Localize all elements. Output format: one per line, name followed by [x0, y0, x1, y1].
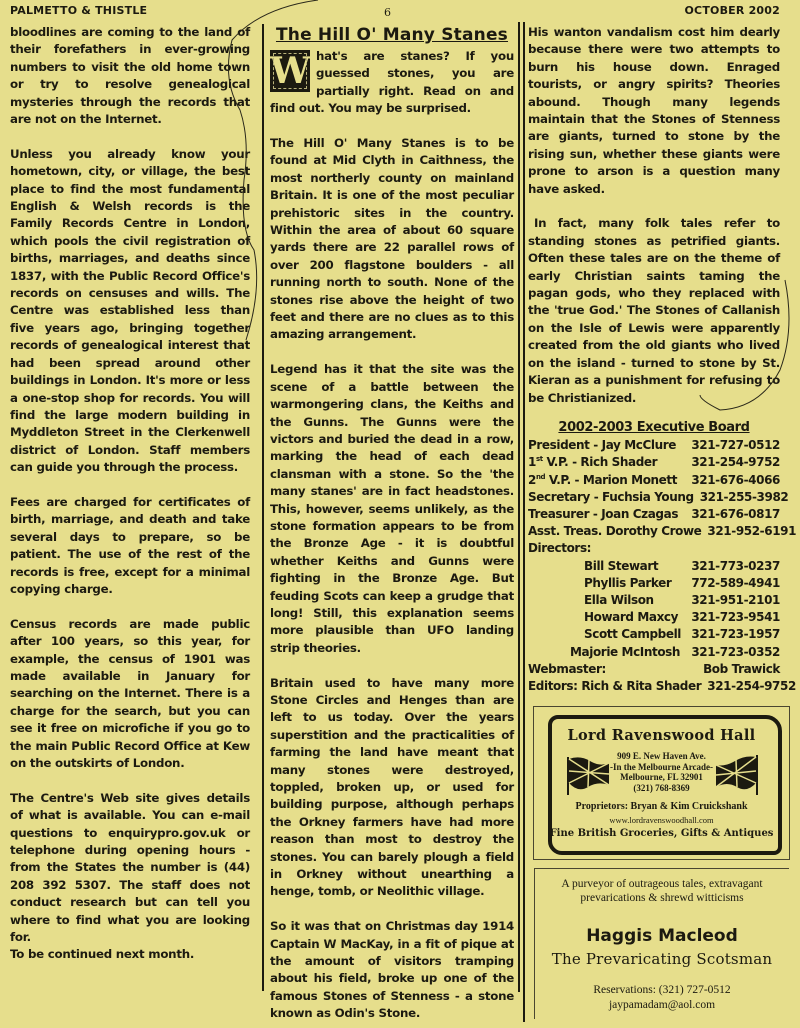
- paragraph: Fees are charged for certificates of birth, marriage, and death and take several days to prepare, so be patient. The use of the rest of the records is free, except for a minimal copying charge.: [10, 494, 250, 596]
- director-row: [528, 558, 780, 575]
- ad-address-line: Melbourne, FL 32901: [620, 772, 703, 782]
- ad-haggis-macleod: [534, 868, 789, 1019]
- intro-text: hat's are stanes? If you guessed stones, you are partially right. Read on and find out. You may be surprised.: [270, 49, 514, 116]
- director-name: Majorie McIntosh: [570, 644, 681, 659]
- right-column-article: [528, 24, 797, 695]
- director-phone: 772-589-4941: [691, 575, 780, 590]
- director-name: Phyllis Parker: [584, 575, 672, 590]
- paragraph: Legend has it that the site was the scene of a battle between the warmongering clans, the Keiths and the Gunns. The Gunns were the victors and buried the dead in a row, marking the head of each dead clansman with a stone. So the 'the many stanes' are in fact headstones. This, however, seems unlikely, as the stone formation appears to be from the Bronze Age - it is doubtful whether Keiths and Gunns were fighting in the Bronze Age. But feuding Scots can keep a grudge that long! Still, this explanation seems more plausible than UFO landing strip theories.: [270, 362, 514, 655]
- executive-board: [528, 419, 797, 695]
- ad-contact: [535, 983, 789, 1013]
- paragraph: His wanton vandalism cost him dearly because there were two attempts to burn his house down. Enraged tourists, or angry spirits? Theories abound. Though many legends maintain that the Stones of Stenness are giants, turned to stone by the rising sun, whether these giants were prone to arson is a question many have asked.: [528, 25, 780, 196]
- column-rule-middle-right: [518, 22, 520, 992]
- officer-phone: 321-676-0817: [691, 506, 780, 521]
- director-name: Ella Wilson: [584, 592, 654, 607]
- director-row: [528, 644, 780, 661]
- webmaster-row: [528, 661, 780, 678]
- director-row: [528, 626, 780, 643]
- officer-phone: 321-255-3982: [699, 489, 789, 504]
- middle-column-article: [270, 24, 514, 1023]
- directors-label: Directors:: [528, 541, 592, 556]
- ad-reservations: Reservations: (321) 727-0512: [593, 984, 731, 996]
- ad-proprietors: Proprietors: Bryan & Kim Cruickshank: [575, 801, 748, 812]
- board-row: [528, 489, 789, 506]
- director-name: Scott Campbell: [584, 627, 682, 642]
- paragraph: In fact, many folk tales refer to standing stones as petrified giants. Often these tales are on the theme of early Christian saints taming the pagan gods, who they replaced with the 'true God.' The Stones of Callanish on the Isle of Lewis were apparently created from the old giants who lived on the island - turned to stone by St. Kieran as a punishment for refusing to be Christianized.: [528, 216, 780, 405]
- issue-date: OCTOBER 2002: [684, 4, 780, 17]
- ad-tagline: Fine British Groceries, Gifts & Antiques: [549, 828, 774, 839]
- ad-phone: (321) 768-8369: [633, 782, 690, 793]
- ad-performer-name: Haggis Macleod: [586, 926, 738, 946]
- paragraph: Britain used to have many more Stone Circles and Henges than are left to us today. Over the years superstition and the practicalities of farming the land have meant that many stones were destroyed, toppled, broken up, or used for building purpose, although perhaps the Orkney farmers have had more reason than most to destroy the stones. You can barely plough a field in Orkney without unearthing a henge, tomb, or Neolithic village.: [270, 675, 514, 899]
- officer-role: Secretary - Fuchsia Young: [528, 489, 694, 504]
- ad-email: jaypamadam@aol.com: [608, 999, 716, 1011]
- director-row: [528, 575, 780, 592]
- publication-name: PALMETTO & THISTLE: [10, 4, 148, 17]
- webmaster-name: Bob Trawick: [703, 661, 780, 676]
- board-row: [528, 523, 797, 540]
- article-title: The Hill O' Many Stanes: [275, 25, 509, 45]
- director-row: [528, 592, 780, 609]
- paragraph: The Centre's Web site gives details of what is available. You can e-mail questions to enquirypro.gov.uk or telephone during opening hours - from the States the number is (44) 208 392 5307. The staff does not conduct research but can tell you where to find what you are looking for.: [10, 790, 250, 945]
- officer-phone: 321-676-4066: [691, 472, 780, 487]
- ad-tagline-line: prevarications & shrewd witticisms: [580, 892, 744, 904]
- director-phone: 321-723-0352: [691, 644, 780, 659]
- webmaster-label: Webmaster:: [528, 661, 606, 676]
- paragraph: So it was that on Christmas day 1914 Captain W MacKay, in a fit of pique at the amount of visitors tramping about his field, broke up one of the famous Stones of Stenness - a stone known as Odin's Stone.: [270, 919, 514, 1021]
- paragraph: The Hill O' Many Stanes is to be found at Mid Clyth in Caithness, the most northerly county on mainland Britain. It is one of the most peculiar prehistoric sites in the country. Within the area of about 60 square yards there are 22 parallel rows of over 200 flagstone boulders - all running north to south. None of the stones rise above the height of two feet and there are no clues as to this amazing arrangement.: [270, 136, 514, 342]
- officer-role: President - Jay McClure: [528, 438, 677, 453]
- officer-role: 1st V.P. - Rich Shader: [528, 455, 658, 470]
- director-phone: 321-773-0237: [691, 558, 780, 573]
- editors-row: [528, 678, 796, 695]
- ad-business-name: Lord Ravenswood Hall: [567, 727, 756, 744]
- column-rule-left: [262, 24, 264, 991]
- ad-performer-subtitle: The Prevaricating Scotsman: [551, 950, 773, 968]
- ad-tagline-line: A purveyor of outrageous tales, extravagant: [561, 878, 763, 890]
- ad-address-line: 909 E. New Haven Ave.: [617, 751, 706, 761]
- continued-note: To be continued next month.: [10, 947, 195, 962]
- page-number: 6: [384, 6, 392, 19]
- officer-role: Asst. Treas. Dorothy Crowe: [528, 524, 702, 539]
- ad-website: www.lordravenswoodhall.com: [609, 815, 714, 825]
- officer-phone: 321-952-6191: [707, 524, 797, 539]
- director-phone: 321-951-2101: [691, 592, 780, 607]
- director-row: [528, 609, 780, 626]
- ad-address-line: -In the Melbourne Arcade-: [609, 761, 714, 772]
- director-phone: 321-723-1957: [691, 627, 780, 642]
- board-row: [528, 472, 780, 489]
- board-row: [528, 454, 780, 471]
- officer-phone: 321-727-0512: [691, 438, 780, 453]
- director-name: Bill Stewart: [584, 558, 659, 573]
- editors-label: Editors: Rich & Rita Shader: [528, 678, 702, 693]
- board-row: [528, 506, 780, 523]
- editors-phone: 321-254-9752: [707, 678, 796, 693]
- paragraph: Unless you already know your hometown, city, or village, the best place to find the most fundamental English & Welsh records is the Family Records Centre in London, which pools the civil registration of births, marriages, and deaths since 1837, with the Public Record Office's records on censuses and wills. The Centre was established less than five years ago, bringing together records of genealogical interest that had been spread around other buildings in London. It's more or less a one-stop shop for records. You will find the large modern building in Myddleton Street in the Clerkenwell district of London. Staff members can guide you through the process.: [10, 146, 250, 475]
- paragraph: Census records are made public after 100 years, so this year, for example, the census of 1901 was made available in January for searching on the Internet. There is a charge for the search, but you can see it free on microfiche if you go to the main Public Record Office at Kew on the outskirts of London.: [10, 616, 250, 771]
- dropcap-w-icon: W: [270, 50, 311, 92]
- board-row: [528, 437, 780, 454]
- director-phone: 321-723-9541: [691, 610, 780, 625]
- director-name: Howard Maxcy: [584, 610, 679, 625]
- left-column-article: [10, 24, 250, 964]
- officer-phone: 321-254-9752: [691, 455, 780, 470]
- paragraph: bloodlines are coming to the land of their forefathers in ever-growing numbers to visit the old home town or try to resolve genealogical mysteries through the records that are not on the Internet.: [10, 25, 250, 127]
- board-title: 2002-2003 Executive Board: [558, 419, 750, 435]
- column-rule-right: [523, 22, 525, 1022]
- officer-role: 2nd V.P. - Marion Monett: [528, 472, 678, 487]
- ad-address: [534, 751, 789, 793]
- ad-lord-ravenswood-hall: [533, 706, 790, 860]
- officer-role: Treasurer - Joan Czagas: [528, 506, 679, 521]
- ad-tagline: [535, 877, 789, 905]
